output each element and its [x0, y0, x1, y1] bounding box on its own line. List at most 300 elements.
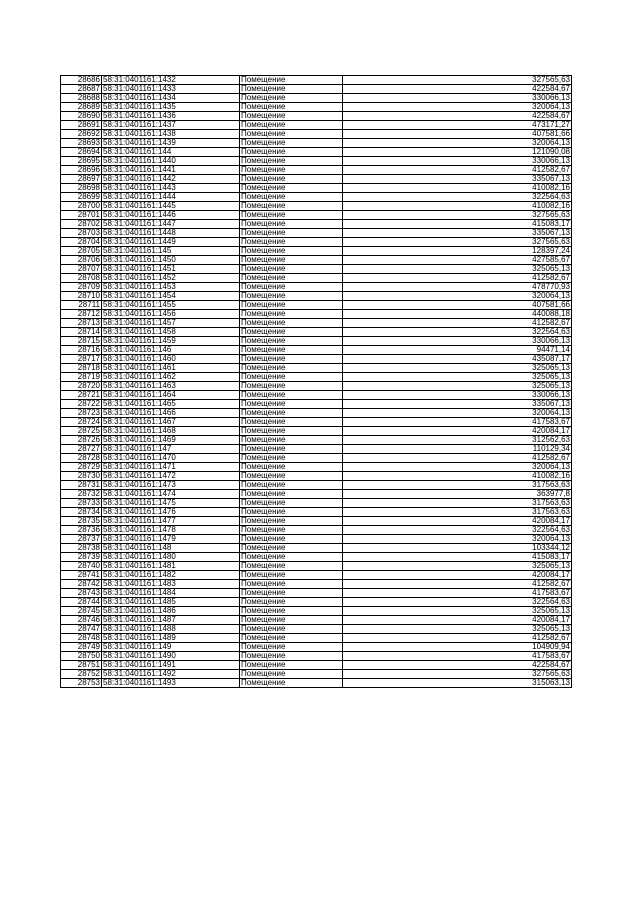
row-number-cell: 28712 — [61, 310, 102, 319]
cadastral-number-cell: 58:31:0401161:1488 — [102, 625, 240, 634]
cadastral-number-cell: 58:31:0401161:1457 — [102, 319, 240, 328]
table-row — [61, 238, 572, 247]
object-type-cell: Помещение — [240, 634, 343, 643]
cadastral-number-cell: 58:31:0401161:1486 — [102, 607, 240, 616]
cadastral-value-cell: 121090,08 — [343, 148, 572, 157]
object-type-cell: Помещение — [240, 328, 343, 337]
table-row — [61, 346, 572, 355]
row-number-cell: 28717 — [61, 355, 102, 364]
table-row — [61, 526, 572, 535]
table-row — [61, 634, 572, 643]
cadastral-value-cell: 325065,13 — [343, 373, 572, 382]
row-number-cell: 28691 — [61, 121, 102, 130]
table-row — [61, 283, 572, 292]
row-number-cell: 28753 — [61, 679, 102, 688]
cadastral-number-cell: 58:31:0401161:1437 — [102, 121, 240, 130]
table-row — [61, 544, 572, 553]
cadastral-number-cell: 58:31:0401161:1491 — [102, 661, 240, 670]
cadastral-value-cell: 440088,18 — [343, 310, 572, 319]
row-number-cell: 28696 — [61, 166, 102, 175]
object-type-cell: Помещение — [240, 526, 343, 535]
row-number-cell: 28704 — [61, 238, 102, 247]
object-type-cell: Помещение — [240, 670, 343, 679]
row-number-cell: 28693 — [61, 139, 102, 148]
cadastral-value-cell: 322564,63 — [343, 328, 572, 337]
object-type-cell: Помещение — [240, 580, 343, 589]
object-type-cell: Помещение — [240, 355, 343, 364]
row-number-cell: 28689 — [61, 103, 102, 112]
cadastral-value-cell: 473171,27 — [343, 121, 572, 130]
row-number-cell: 28741 — [61, 571, 102, 580]
cadastral-value-cell: 327565,63 — [343, 670, 572, 679]
object-type-cell: Помещение — [240, 490, 343, 499]
row-number-cell: 28694 — [61, 148, 102, 157]
cadastral-value-cell: 420084,17 — [343, 571, 572, 580]
cadastral-value-cell: 417583,67 — [343, 652, 572, 661]
object-type-cell: Помещение — [240, 337, 343, 346]
object-type-cell: Помещение — [240, 445, 343, 454]
row-number-cell: 28726 — [61, 436, 102, 445]
cadastral-value-cell: 325065,13 — [343, 382, 572, 391]
object-type-cell: Помещение — [240, 373, 343, 382]
row-number-cell: 28728 — [61, 454, 102, 463]
row-number-cell: 28697 — [61, 175, 102, 184]
cadastral-number-cell: 58:31:0401161:1489 — [102, 634, 240, 643]
cadastral-number-cell: 58:31:0401161:145 — [102, 247, 240, 256]
cadastral-value-cell: 335067,13 — [343, 175, 572, 184]
table-row — [61, 364, 572, 373]
table-row — [61, 463, 572, 472]
cadastral-value-cell: 478770,93 — [343, 283, 572, 292]
cadastral-number-cell: 58:31:0401161:1473 — [102, 481, 240, 490]
row-number-cell: 28690 — [61, 112, 102, 121]
table-row — [61, 265, 572, 274]
cadastral-value-cell: 410082,16 — [343, 202, 572, 211]
row-number-cell: 28719 — [61, 373, 102, 382]
cadastral-value-cell: 317563,63 — [343, 508, 572, 517]
object-type-cell: Помещение — [240, 319, 343, 328]
cadastral-value-cell: 327565,63 — [343, 238, 572, 247]
object-type-cell: Помещение — [240, 499, 343, 508]
table-row — [61, 157, 572, 166]
cadastral-value-cell: 315063,13 — [343, 679, 572, 688]
table-row — [61, 355, 572, 364]
cadastral-number-cell: 58:31:0401161:1454 — [102, 292, 240, 301]
row-number-cell: 28733 — [61, 499, 102, 508]
object-type-cell: Помещение — [240, 130, 343, 139]
cadastral-number-cell: 58:31:0401161:1448 — [102, 229, 240, 238]
cadastral-value-cell: 412582,67 — [343, 274, 572, 283]
cadastral-number-cell: 58:31:0401161:146 — [102, 346, 240, 355]
row-number-cell: 28739 — [61, 553, 102, 562]
object-type-cell: Помещение — [240, 400, 343, 409]
cadastral-number-cell: 58:31:0401161:1463 — [102, 382, 240, 391]
row-number-cell: 28687 — [61, 85, 102, 94]
object-type-cell: Помещение — [240, 463, 343, 472]
row-number-cell: 28727 — [61, 445, 102, 454]
object-type-cell: Помещение — [240, 310, 343, 319]
row-number-cell: 28731 — [61, 481, 102, 490]
cadastral-number-cell: 58:31:0401161:148 — [102, 544, 240, 553]
row-number-cell: 28715 — [61, 337, 102, 346]
row-number-cell: 28749 — [61, 643, 102, 652]
cadastral-number-cell: 58:31:0401161:1447 — [102, 220, 240, 229]
row-number-cell: 28714 — [61, 328, 102, 337]
row-number-cell: 28740 — [61, 562, 102, 571]
object-type-cell: Помещение — [240, 562, 343, 571]
cadastral-number-cell: 58:31:0401161:1470 — [102, 454, 240, 463]
cadastral-value-cell: 320064,13 — [343, 535, 572, 544]
table-row — [61, 319, 572, 328]
row-number-cell: 28702 — [61, 220, 102, 229]
cadastral-number-cell: 58:31:0401161:1472 — [102, 472, 240, 481]
cadastral-number-cell: 58:31:0401161:1452 — [102, 274, 240, 283]
row-number-cell: 28724 — [61, 418, 102, 427]
row-number-cell: 28748 — [61, 634, 102, 643]
cadastral-number-cell: 58:31:0401161:1451 — [102, 265, 240, 274]
cadastral-number-cell: 58:31:0401161:147 — [102, 445, 240, 454]
object-type-cell: Помещение — [240, 481, 343, 490]
cadastral-value-cell: 312562,63 — [343, 436, 572, 445]
cadastral-number-cell: 58:31:0401161:1464 — [102, 391, 240, 400]
row-number-cell: 28729 — [61, 463, 102, 472]
table-row — [61, 436, 572, 445]
object-type-cell: Помещение — [240, 382, 343, 391]
object-type-cell: Помещение — [240, 211, 343, 220]
cadastral-number-cell: 58:31:0401161:1443 — [102, 184, 240, 193]
cadastral-number-cell: 58:31:0401161:1461 — [102, 364, 240, 373]
row-number-cell: 28692 — [61, 130, 102, 139]
object-type-cell: Помещение — [240, 607, 343, 616]
cadastral-number-cell: 58:31:0401161:1490 — [102, 652, 240, 661]
table-row — [61, 652, 572, 661]
object-type-cell: Помещение — [240, 544, 343, 553]
table-row — [61, 328, 572, 337]
table-row — [61, 445, 572, 454]
cadastral-value-cell: 412582,67 — [343, 454, 572, 463]
table-row — [61, 553, 572, 562]
object-type-cell: Помещение — [240, 661, 343, 670]
object-type-cell: Помещение — [240, 508, 343, 517]
row-number-cell: 28743 — [61, 589, 102, 598]
cadastral-value-cell: 330066,13 — [343, 337, 572, 346]
table-row — [61, 382, 572, 391]
cadastral-number-cell: 58:31:0401161:1456 — [102, 310, 240, 319]
object-type-cell: Помещение — [240, 148, 343, 157]
table-row — [61, 571, 572, 580]
cadastral-number-cell: 58:31:0401161:1469 — [102, 436, 240, 445]
object-type-cell: Помещение — [240, 265, 343, 274]
cadastral-number-cell: 58:31:0401161:1446 — [102, 211, 240, 220]
cadastral-value-cell: 103344,12 — [343, 544, 572, 553]
cadastral-number-cell: 58:31:0401161:1465 — [102, 400, 240, 409]
row-number-cell: 28747 — [61, 625, 102, 634]
object-type-cell: Помещение — [240, 157, 343, 166]
table-row — [61, 373, 572, 382]
cadastral-value-cell: 320064,13 — [343, 139, 572, 148]
cadastral-value-cell: 320064,13 — [343, 292, 572, 301]
object-type-cell: Помещение — [240, 346, 343, 355]
object-type-cell: Помещение — [240, 238, 343, 247]
row-number-cell: 28750 — [61, 652, 102, 661]
row-number-cell: 28736 — [61, 526, 102, 535]
table-row — [61, 256, 572, 265]
table-row — [61, 607, 572, 616]
object-type-cell: Помещение — [240, 76, 343, 85]
row-number-cell: 28738 — [61, 544, 102, 553]
object-type-cell: Помещение — [240, 166, 343, 175]
object-type-cell: Помещение — [240, 391, 343, 400]
table-row — [61, 193, 572, 202]
object-type-cell: Помещение — [240, 301, 343, 310]
cadastral-number-cell: 58:31:0401161:1433 — [102, 85, 240, 94]
cadastral-value-cell: 412582,67 — [343, 319, 572, 328]
cadastral-number-cell: 58:31:0401161:1458 — [102, 328, 240, 337]
row-number-cell: 28745 — [61, 607, 102, 616]
object-type-cell: Помещение — [240, 121, 343, 130]
cadastral-number-cell: 58:31:0401161:1484 — [102, 589, 240, 598]
cadastral-number-cell: 58:31:0401161:1450 — [102, 256, 240, 265]
row-number-cell: 28703 — [61, 229, 102, 238]
cadastral-number-cell: 58:31:0401161:1487 — [102, 616, 240, 625]
cadastral-value-cell: 325065,13 — [343, 364, 572, 373]
cadastral-value-cell: 363977,8 — [343, 490, 572, 499]
table-row — [61, 670, 572, 679]
table-row — [61, 643, 572, 652]
cadastral-number-cell: 58:31:0401161:1467 — [102, 418, 240, 427]
cadastral-number-cell: 58:31:0401161:1483 — [102, 580, 240, 589]
row-number-cell: 28709 — [61, 283, 102, 292]
object-type-cell: Помещение — [240, 103, 343, 112]
row-number-cell: 28710 — [61, 292, 102, 301]
object-type-cell: Помещение — [240, 652, 343, 661]
row-number-cell: 28700 — [61, 202, 102, 211]
cadastral-number-cell: 58:31:0401161:1471 — [102, 463, 240, 472]
row-number-cell: 28688 — [61, 94, 102, 103]
cadastral-number-cell: 58:31:0401161:1492 — [102, 670, 240, 679]
table-row — [61, 427, 572, 436]
row-number-cell: 28713 — [61, 319, 102, 328]
row-number-cell: 28751 — [61, 661, 102, 670]
object-type-cell: Помещение — [240, 274, 343, 283]
cadastral-number-cell: 58:31:0401161:1475 — [102, 499, 240, 508]
row-number-cell: 28734 — [61, 508, 102, 517]
row-number-cell: 28701 — [61, 211, 102, 220]
cadastral-number-cell: 58:31:0401161:1434 — [102, 94, 240, 103]
row-number-cell: 28722 — [61, 400, 102, 409]
row-number-cell: 28716 — [61, 346, 102, 355]
row-number-cell: 28711 — [61, 301, 102, 310]
table-row — [61, 454, 572, 463]
row-number-cell: 28699 — [61, 193, 102, 202]
object-type-cell: Помещение — [240, 220, 343, 229]
table-row — [61, 409, 572, 418]
row-number-cell: 28723 — [61, 409, 102, 418]
table-row — [61, 535, 572, 544]
table-row — [61, 211, 572, 220]
cadastral-value-cell: 335067,13 — [343, 229, 572, 238]
cadastral-value-cell: 412582,67 — [343, 634, 572, 643]
row-number-cell: 28725 — [61, 427, 102, 436]
cadastral-number-cell: 58:31:0401161:1466 — [102, 409, 240, 418]
table-row — [61, 220, 572, 229]
cadastral-number-cell: 58:31:0401161:1459 — [102, 337, 240, 346]
table-row — [61, 166, 572, 175]
cadastral-number-cell: 58:31:0401161:1432 — [102, 76, 240, 85]
table-row — [61, 148, 572, 157]
cadastral-value-cell: 110129,34 — [343, 445, 572, 454]
table-row — [61, 589, 572, 598]
object-type-cell: Помещение — [240, 616, 343, 625]
cadastral-value-cell: 422584,67 — [343, 112, 572, 121]
table-row — [61, 274, 572, 283]
table-row — [61, 121, 572, 130]
cadastral-value-cell: 327565,63 — [343, 211, 572, 220]
object-type-cell: Помещение — [240, 436, 343, 445]
object-type-cell: Помещение — [240, 643, 343, 652]
object-type-cell: Помещение — [240, 409, 343, 418]
cadastral-number-cell: 58:31:0401161:1479 — [102, 535, 240, 544]
cadastral-value-cell: 325065,13 — [343, 607, 572, 616]
row-number-cell: 28742 — [61, 580, 102, 589]
row-number-cell: 28721 — [61, 391, 102, 400]
cadastral-value-cell: 410082,16 — [343, 184, 572, 193]
table-row — [61, 85, 572, 94]
row-number-cell: 28718 — [61, 364, 102, 373]
cadastral-value-cell: 322564,63 — [343, 526, 572, 535]
object-type-cell: Помещение — [240, 454, 343, 463]
cadastral-value-cell: 104909,94 — [343, 643, 572, 652]
object-type-cell: Помещение — [240, 364, 343, 373]
object-type-cell: Помещение — [240, 589, 343, 598]
table-row — [61, 112, 572, 121]
object-type-cell: Помещение — [240, 247, 343, 256]
cadastral-value-cell: 407581,66 — [343, 130, 572, 139]
cadastral-value-cell: 412582,67 — [343, 580, 572, 589]
table-row — [61, 400, 572, 409]
object-type-cell: Помещение — [240, 184, 343, 193]
table-row — [61, 337, 572, 346]
cadastral-value-cell: 335067,13 — [343, 400, 572, 409]
cadastral-value-cell: 94471,14 — [343, 346, 572, 355]
row-number-cell: 28746 — [61, 616, 102, 625]
cadastral-value-cell: 330066,13 — [343, 94, 572, 103]
row-number-cell: 28720 — [61, 382, 102, 391]
table-row — [61, 598, 572, 607]
cadastral-value-cell: 412582,67 — [343, 166, 572, 175]
cadastral-number-cell: 58:31:0401161:1482 — [102, 571, 240, 580]
cadastral-value-cell: 317563,63 — [343, 481, 572, 490]
table-row — [61, 625, 572, 634]
cadastral-value-cell: 320064,13 — [343, 463, 572, 472]
cadastral-value-cell: 320064,13 — [343, 409, 572, 418]
cadastral-value-cell: 325065,13 — [343, 562, 572, 571]
cadastral-value-cell: 415083,17 — [343, 220, 572, 229]
cadastral-number-cell: 58:31:0401161:1485 — [102, 598, 240, 607]
cadastral-value-cell: 330066,13 — [343, 391, 572, 400]
cadastral-number-cell: 58:31:0401161:1449 — [102, 238, 240, 247]
cadastral-number-cell: 58:31:0401161:1462 — [102, 373, 240, 382]
row-number-cell: 28695 — [61, 157, 102, 166]
cadastral-number-cell: 58:31:0401161:1444 — [102, 193, 240, 202]
cadastral-value-cell: 427585,67 — [343, 256, 572, 265]
table-row — [61, 472, 572, 481]
table-row — [61, 661, 572, 670]
property-table — [60, 75, 572, 688]
table-row — [61, 517, 572, 526]
cadastral-number-cell: 58:31:0401161:1439 — [102, 139, 240, 148]
object-type-cell: Помещение — [240, 553, 343, 562]
cadastral-value-cell: 422584,67 — [343, 661, 572, 670]
table-row — [61, 310, 572, 319]
cadastral-value-cell: 422584,67 — [343, 85, 572, 94]
row-number-cell: 28705 — [61, 247, 102, 256]
table-row — [61, 184, 572, 193]
table-row — [61, 391, 572, 400]
table-row — [61, 229, 572, 238]
object-type-cell: Помещение — [240, 283, 343, 292]
table-row — [61, 490, 572, 499]
row-number-cell: 28707 — [61, 265, 102, 274]
cadastral-value-cell: 322564,63 — [343, 598, 572, 607]
cadastral-number-cell: 58:31:0401161:1474 — [102, 490, 240, 499]
cadastral-number-cell: 58:31:0401161:1478 — [102, 526, 240, 535]
cadastral-value-cell: 415083,17 — [343, 553, 572, 562]
object-type-cell: Помещение — [240, 517, 343, 526]
cadastral-number-cell: 58:31:0401161:1441 — [102, 166, 240, 175]
table-row — [61, 175, 572, 184]
cadastral-value-cell: 420084,17 — [343, 616, 572, 625]
cadastral-value-cell: 407581,66 — [343, 301, 572, 310]
object-type-cell: Помещение — [240, 175, 343, 184]
cadastral-value-cell: 322564,63 — [343, 193, 572, 202]
row-number-cell: 28732 — [61, 490, 102, 499]
cadastral-value-cell: 435087,17 — [343, 355, 572, 364]
table-row — [61, 580, 572, 589]
object-type-cell: Помещение — [240, 598, 343, 607]
cadastral-value-cell: 128397,24 — [343, 247, 572, 256]
cadastral-number-cell: 58:31:0401161:1481 — [102, 562, 240, 571]
object-type-cell: Помещение — [240, 85, 343, 94]
cadastral-number-cell: 58:31:0401161:1477 — [102, 517, 240, 526]
object-type-cell: Помещение — [240, 571, 343, 580]
table-row — [61, 139, 572, 148]
object-type-cell: Помещение — [240, 418, 343, 427]
row-number-cell: 28737 — [61, 535, 102, 544]
object-type-cell: Помещение — [240, 112, 343, 121]
cadastral-number-cell: 58:31:0401161:1455 — [102, 301, 240, 310]
cadastral-number-cell: 58:31:0401161:1453 — [102, 283, 240, 292]
row-number-cell: 28698 — [61, 184, 102, 193]
property-table-body — [61, 76, 572, 688]
cadastral-number-cell: 58:31:0401161:1476 — [102, 508, 240, 517]
table-row — [61, 418, 572, 427]
cadastral-number-cell: 58:31:0401161:1468 — [102, 427, 240, 436]
table-row — [61, 292, 572, 301]
table-row — [61, 94, 572, 103]
table-row — [61, 247, 572, 256]
row-number-cell: 28708 — [61, 274, 102, 283]
row-number-cell: 28686 — [61, 76, 102, 85]
object-type-cell: Помещение — [240, 193, 343, 202]
object-type-cell: Помещение — [240, 229, 343, 238]
cadastral-number-cell: 58:31:0401161:1438 — [102, 130, 240, 139]
cadastral-value-cell: 327565,63 — [343, 76, 572, 85]
cadastral-value-cell: 320064,13 — [343, 103, 572, 112]
cadastral-value-cell: 420084,17 — [343, 427, 572, 436]
table-row — [61, 508, 572, 517]
table-row — [61, 130, 572, 139]
